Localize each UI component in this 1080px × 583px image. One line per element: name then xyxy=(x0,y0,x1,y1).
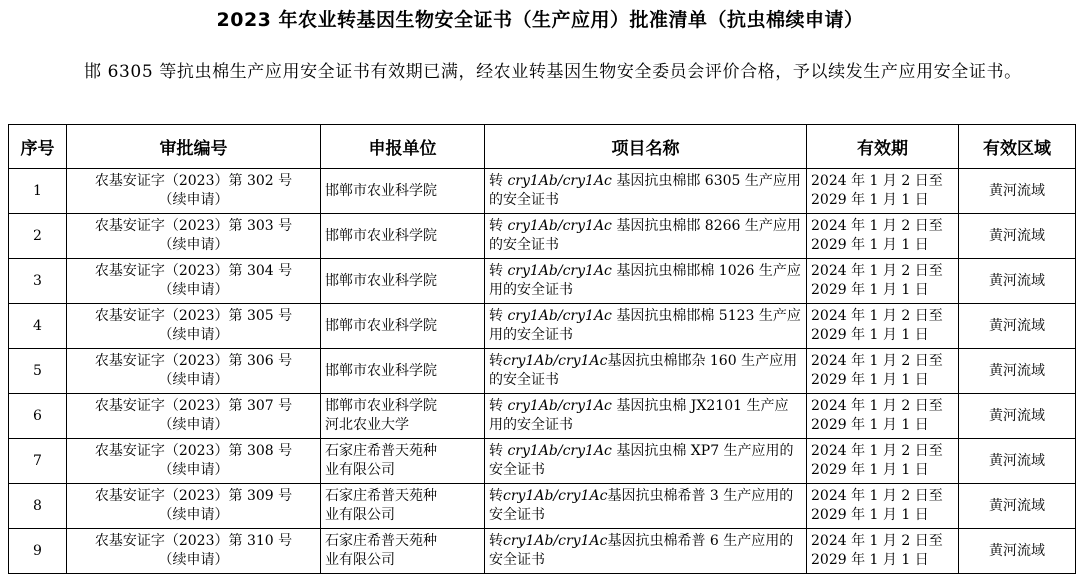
approval-table xyxy=(8,124,1076,574)
approval-line2: （续申请） xyxy=(158,237,229,253)
cell-approval-number xyxy=(67,259,321,304)
applicant-line1: 邯郸市农业科学院 xyxy=(325,272,437,289)
project-rest: 基因抗虫棉 XP7 生产应用的安全证书 xyxy=(489,443,794,478)
validity-line1: 2024 年 1 月 2 日至 xyxy=(811,488,943,504)
cell-serial: 6 xyxy=(9,394,67,439)
cell-region: 黄河流域 xyxy=(959,304,1076,349)
cell-approval-number xyxy=(67,529,321,574)
header-approval-number: 审批编号 xyxy=(67,125,321,169)
cell-validity xyxy=(807,214,959,259)
validity-line2: 2029 年 1 月 1 日 xyxy=(811,507,929,523)
validity-line2: 2029 年 1 月 1 日 xyxy=(811,282,929,298)
applicant-line2: 河北农业大学 xyxy=(325,417,409,433)
cell-approval-number xyxy=(67,349,321,394)
applicant-line1: 邯郸市农业科学院 xyxy=(325,362,437,379)
project-prefix: 转 xyxy=(489,218,508,234)
project-gene: cry1Ab/cry1Ac xyxy=(507,398,612,414)
applicant-line1: 石家庄希普天苑种 xyxy=(325,488,437,504)
project-rest: 基因抗虫棉邯 8266 生产应用的安全证书 xyxy=(489,218,801,253)
header-applicant: 申报单位 xyxy=(321,125,485,169)
cell-project-name xyxy=(485,439,807,484)
applicant-line1: 邯郸市农业科学院 xyxy=(325,227,437,244)
project-gene: cry1Ab/cry1Ac xyxy=(507,173,612,189)
cell-approval-number xyxy=(67,394,321,439)
project-prefix: 转 xyxy=(489,263,508,279)
cell-applicant xyxy=(321,529,485,574)
approval-line1: 农基安证字（2023）第 309 号 xyxy=(94,488,293,504)
cell-project-name xyxy=(485,394,807,439)
cell-approval-number xyxy=(67,304,321,349)
project-prefix: 转 xyxy=(489,353,503,369)
table-row xyxy=(9,169,1076,214)
approval-line1: 农基安证字（2023）第 304 号 xyxy=(94,263,293,279)
applicant-line1: 邯郸市农业科学院 xyxy=(325,398,437,414)
cell-project-name xyxy=(485,529,807,574)
cell-applicant xyxy=(321,484,485,529)
table-row xyxy=(9,304,1076,349)
cell-validity xyxy=(807,349,959,394)
table-row xyxy=(9,394,1076,439)
approval-line1: 农基安证字（2023）第 310 号 xyxy=(94,533,293,549)
applicant-line1: 邯郸市农业科学院 xyxy=(325,182,437,199)
cell-approval-number xyxy=(67,214,321,259)
cell-region: 黄河流域 xyxy=(959,529,1076,574)
project-rest: 基因抗虫棉邯棉 1026 生产应用的安全证书 xyxy=(489,263,801,298)
project-prefix: 转 xyxy=(489,443,508,459)
cell-serial: 2 xyxy=(9,214,67,259)
applicant-line1: 邯郸市农业科学院 xyxy=(325,317,437,334)
cell-validity xyxy=(807,394,959,439)
cell-validity xyxy=(807,169,959,214)
validity-line1: 2024 年 1 月 2 日至 xyxy=(811,353,943,369)
cell-applicant xyxy=(321,439,485,484)
project-gene: cry1Ab/cry1Ac xyxy=(507,443,612,459)
project-prefix: 转 xyxy=(489,173,508,189)
validity-line2: 2029 年 1 月 1 日 xyxy=(811,552,929,568)
cell-serial: 5 xyxy=(9,349,67,394)
cell-approval-number xyxy=(67,439,321,484)
cell-region: 黄河流域 xyxy=(959,214,1076,259)
approval-line1: 农基安证字（2023）第 306 号 xyxy=(94,353,293,369)
project-prefix: 转 xyxy=(489,398,508,414)
cell-project-name xyxy=(485,259,807,304)
cell-serial: 4 xyxy=(9,304,67,349)
approval-line2: （续申请） xyxy=(158,552,229,568)
project-gene: cry1Ab/cry1Ac xyxy=(503,488,608,504)
approval-line1: 农基安证字（2023）第 305 号 xyxy=(94,308,293,324)
table-row xyxy=(9,214,1076,259)
applicant-line1: 石家庄希普天苑种 xyxy=(325,533,437,549)
cell-serial: 9 xyxy=(9,529,67,574)
cell-validity xyxy=(807,304,959,349)
approval-line1: 农基安证字（2023）第 308 号 xyxy=(94,443,293,459)
table-row xyxy=(9,484,1076,529)
intro-paragraph: 邯 6305 等抗虫棉生产应用安全证书有效期已满，经农业转基因生物安全委员会评价合格，予以续发生产应用安全证书。 xyxy=(84,62,1022,82)
table-row xyxy=(9,259,1076,304)
cell-project-name xyxy=(485,169,807,214)
cell-applicant xyxy=(321,349,485,394)
project-gene: cry1Ab/cry1Ac xyxy=(503,353,608,369)
project-gene: cry1Ab/cry1Ac xyxy=(507,263,612,279)
cell-serial: 7 xyxy=(9,439,67,484)
header-region: 有效区域 xyxy=(959,125,1076,169)
project-gene: cry1Ab/cry1Ac xyxy=(507,218,612,234)
cell-serial: 3 xyxy=(9,259,67,304)
approval-line2: （续申请） xyxy=(158,372,229,388)
approval-line2: （续申请） xyxy=(158,507,229,523)
project-rest: 基因抗虫棉希普 6 生产应用的安全证书 xyxy=(489,533,794,568)
validity-line1: 2024 年 1 月 2 日至 xyxy=(811,173,943,189)
project-gene: cry1Ab/cry1Ac xyxy=(503,533,608,549)
cell-validity xyxy=(807,259,959,304)
validity-line2: 2029 年 1 月 1 日 xyxy=(811,237,929,253)
document-title: 2023 年农业转基因生物安全证书（生产应用）批准清单（抗虫棉续申请） xyxy=(216,9,864,31)
table-header-row xyxy=(9,125,1076,169)
applicant-line1: 石家庄希普天苑种 xyxy=(325,443,437,459)
project-prefix: 转 xyxy=(489,488,503,504)
cell-applicant xyxy=(321,214,485,259)
approval-line2: （续申请） xyxy=(158,282,229,298)
validity-line2: 2029 年 1 月 1 日 xyxy=(811,192,929,208)
cell-project-name xyxy=(485,349,807,394)
approval-line1: 农基安证字（2023）第 302 号 xyxy=(94,173,293,189)
validity-line1: 2024 年 1 月 2 日至 xyxy=(811,398,943,414)
cell-region: 黄河流域 xyxy=(959,439,1076,484)
project-rest: 基因抗虫棉邯 6305 生产应用的安全证书 xyxy=(489,173,801,208)
project-rest: 基因抗虫棉邯棉 5123 生产应用的安全证书 xyxy=(489,308,801,343)
project-rest: 基因抗虫棉 JX2101 生产应用的安全证书 xyxy=(489,398,789,433)
validity-line2: 2029 年 1 月 1 日 xyxy=(811,462,929,478)
cell-region: 黄河流域 xyxy=(959,484,1076,529)
project-prefix: 转 xyxy=(489,308,508,324)
cell-region: 黄河流域 xyxy=(959,394,1076,439)
cell-applicant xyxy=(321,259,485,304)
validity-line2: 2029 年 1 月 1 日 xyxy=(811,417,929,433)
cell-validity xyxy=(807,439,959,484)
cell-applicant xyxy=(321,169,485,214)
header-serial: 序号 xyxy=(9,125,67,169)
cell-applicant xyxy=(321,394,485,439)
cell-region: 黄河流域 xyxy=(959,169,1076,214)
cell-serial: 8 xyxy=(9,484,67,529)
applicant-line2: 业有限公司 xyxy=(325,507,395,523)
cell-project-name xyxy=(485,304,807,349)
cell-approval-number xyxy=(67,169,321,214)
project-rest: 基因抗虫棉邯杂 160 生产应用的安全证书 xyxy=(489,353,798,388)
validity-line2: 2029 年 1 月 1 日 xyxy=(811,372,929,388)
validity-line1: 2024 年 1 月 2 日至 xyxy=(811,218,943,234)
validity-line1: 2024 年 1 月 2 日至 xyxy=(811,263,943,279)
applicant-line2: 业有限公司 xyxy=(325,462,395,478)
table-row xyxy=(9,529,1076,574)
header-validity: 有效期 xyxy=(807,125,959,169)
cell-applicant xyxy=(321,304,485,349)
validity-line2: 2029 年 1 月 1 日 xyxy=(811,327,929,343)
table-row xyxy=(9,349,1076,394)
approval-line1: 农基安证字（2023）第 307 号 xyxy=(94,398,293,414)
cell-region: 黄河流域 xyxy=(959,259,1076,304)
cell-project-name xyxy=(485,484,807,529)
cell-validity xyxy=(807,484,959,529)
approval-line2: （续申请） xyxy=(158,417,229,433)
project-prefix: 转 xyxy=(489,533,503,549)
project-gene: cry1Ab/cry1Ac xyxy=(507,308,612,324)
project-rest: 基因抗虫棉希普 3 生产应用的安全证书 xyxy=(489,488,794,523)
cell-validity xyxy=(807,529,959,574)
approval-line2: （续申请） xyxy=(158,192,229,208)
table-row xyxy=(9,439,1076,484)
approval-line2: （续申请） xyxy=(158,327,229,343)
validity-line1: 2024 年 1 月 2 日至 xyxy=(811,308,943,324)
cell-region: 黄河流域 xyxy=(959,349,1076,394)
cell-approval-number xyxy=(67,484,321,529)
header-project-name: 项目名称 xyxy=(485,125,807,169)
cell-serial: 1 xyxy=(9,169,67,214)
approval-line1: 农基安证字（2023）第 303 号 xyxy=(94,218,293,234)
applicant-line2: 业有限公司 xyxy=(325,552,395,568)
cell-project-name xyxy=(485,214,807,259)
validity-line1: 2024 年 1 月 2 日至 xyxy=(811,443,943,459)
approval-line2: （续申请） xyxy=(158,462,229,478)
validity-line1: 2024 年 1 月 2 日至 xyxy=(811,533,943,549)
